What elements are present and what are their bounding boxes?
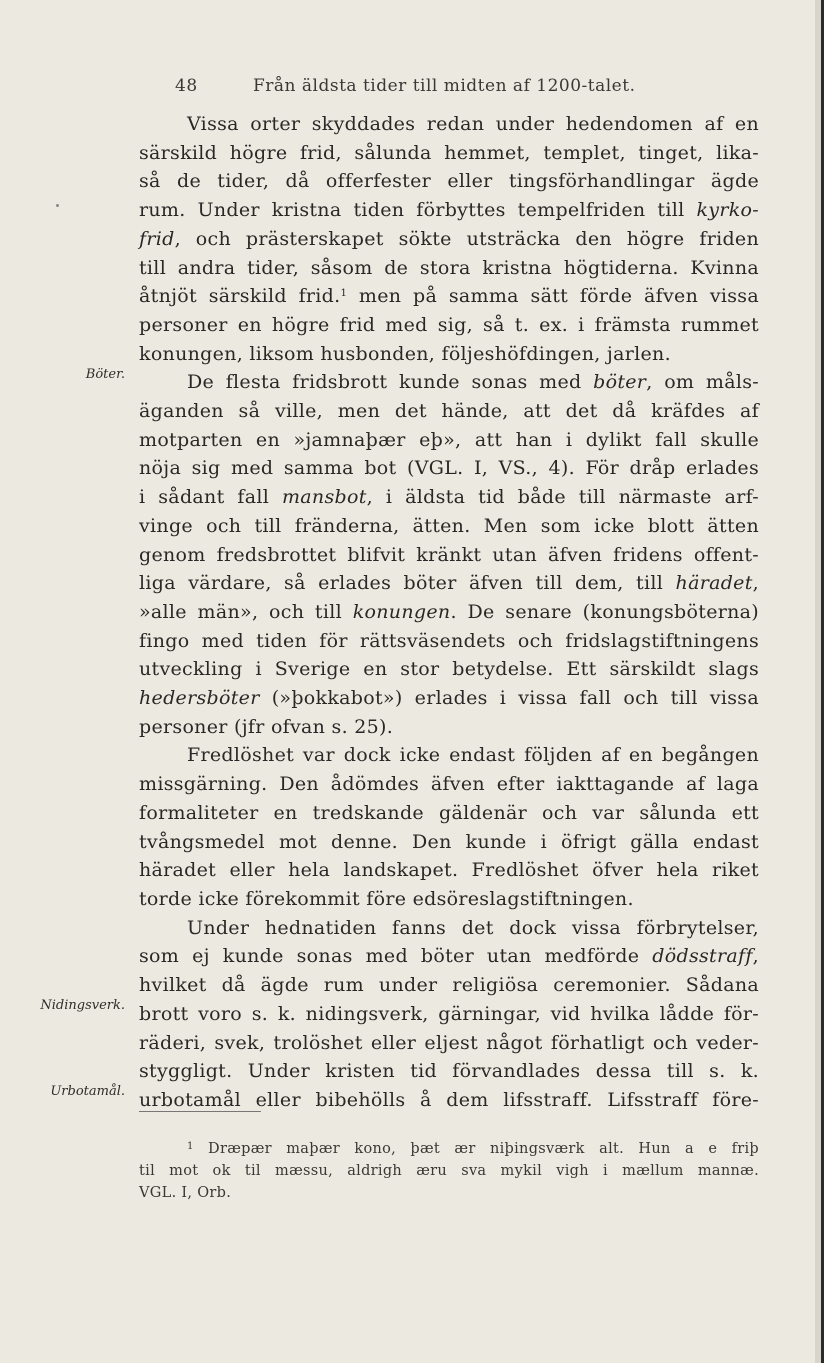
text-line [139, 196, 759, 225]
text-line: särskild högre frid, sålunda hemmet, templet, tinget, lika- [139, 141, 759, 164]
text-span: som ej kunde sonas med böter utan medförde [139, 945, 653, 968]
footnote-ref: 1 [340, 288, 348, 300]
text-span: , i äldsta tid både till närmaste arf- [366, 486, 759, 509]
footnote-marker: 1 [187, 1141, 194, 1152]
text-span: men på samma sätt förde äfven vissa [347, 285, 759, 308]
text-line: personer (jfr ofvan s. 25). [139, 715, 394, 738]
text-line: genom fredsbrottet blifvit kränkt utan äfven fridens offent- [139, 543, 759, 566]
margin-note-urbotamal: Urbotamål. [50, 1084, 125, 1099]
text-span: , [752, 945, 759, 968]
italic-term: frid [139, 227, 175, 250]
italic-term: konungen [352, 600, 451, 623]
text-line: hvilket då ägde rum under religiösa ceremonier. Sådana [139, 974, 759, 997]
text-line: brott voro s. k. nidingsverk, gärningar, vid hvilka lådde för- [139, 1002, 759, 1025]
text-span: åtnjöt särskild frid. [139, 285, 341, 308]
italic-term: kyrko- [696, 199, 759, 222]
text-line [139, 225, 759, 254]
italic-term: hedersböter [139, 687, 260, 710]
text-span: , och prästerskapet sökte utsträcka den högre friden [174, 227, 759, 250]
footnote-line: til mot ok til mæssu, aldrigh æru sva mykil vigh i mællum mannæ. [139, 1163, 759, 1179]
text-line [139, 942, 759, 971]
footnote [139, 1138, 759, 1204]
text-span: (»þokkabot») erlades i vissa fall och till vissa [259, 687, 759, 710]
text-line: fingo med tiden för rättsväsendets och fridslagstiftningens [139, 629, 759, 652]
text-line: utveckling i Sverige en stor betydelse. Ett särskildt slags [139, 658, 759, 681]
text-line: Vissa orter skyddades redan under hedendomen af en [187, 113, 759, 135]
text-span: , [752, 572, 759, 595]
footnote-divider [139, 1111, 261, 1112]
text-span: , om måls- [646, 371, 759, 394]
italic-term: mansbot [281, 486, 367, 509]
text-line: konungen, liksom husbonden, följeshöfdingen, jarlen. [139, 342, 671, 365]
text-span: De flesta fridsbrott kunde sonas med [187, 371, 594, 394]
text-line: så de tider, då offerfester eller tingsförhandlingar ägde [139, 170, 759, 193]
margin-note-nidingsverk: Nidingsverk. [40, 998, 125, 1013]
text-line: vinge och till fränderna, ätten. Men som icke blott ätten [139, 514, 759, 537]
text-line: tvångsmedel mot denne. Den kunde i öfrigt gälla endast [139, 830, 759, 853]
text-span: rum. Under kristna tiden förbyttes tempelfriden till [139, 199, 697, 222]
text-span: i sådant fall [139, 486, 282, 509]
italic-term: böter [593, 371, 647, 394]
margin-note-boter: Böter. [85, 367, 125, 382]
body-text [139, 110, 759, 1115]
text-span: »alle män», och till [139, 600, 353, 623]
italic-term: häradet [675, 572, 753, 595]
text-line: styggligt. Under kristen tid förvandlades dessa till s. k. [139, 1060, 759, 1083]
text-line: personer en högre frid med sig, så t. ex. i främsta rummet [139, 313, 759, 336]
text-line: Fredlöshet var dock icke endast följden af en begången [187, 744, 759, 767]
running-title: Från äldsta tider till midten af 1200-talet. [253, 76, 636, 96]
text-line [139, 598, 759, 627]
text-span: . De senare (konungsböterna) [450, 600, 759, 623]
text-line: häradet eller hela landskapet. Fredlöshet öfver hela riket [139, 859, 759, 882]
text-line: urbotamål eller bibehölls å dem lifsstraff. Lifsstraff före- [139, 1088, 759, 1111]
text-line [139, 569, 759, 598]
text-line: nöja sig med samma bot (VGL. I, VS., 4). För dråp erlades [139, 457, 759, 480]
page-number: 48 [175, 76, 198, 96]
text-line [139, 684, 759, 713]
paper-speck [56, 204, 59, 207]
text-line: torde icke förekommit före edsöreslagstiftningen. [139, 887, 634, 910]
text-span: Dræpær maþær kono, þæt ær niþingsværk alt. Hun a e friþ [208, 1141, 759, 1157]
footnote-line: VGL. I, Orb. [139, 1185, 232, 1201]
text-line: Under hednatiden fanns det dock vissa förbrytelser, [187, 916, 759, 939]
text-line: äganden så ville, men det hände, att det då kräfdes af [139, 400, 759, 423]
running-header [175, 76, 735, 96]
text-line: formaliteter en tredskande gäldenär och var sålunda ett [139, 801, 759, 824]
text-line [139, 368, 759, 397]
text-line [139, 282, 759, 311]
italic-term: dödsstraff [652, 945, 753, 968]
text-line [139, 483, 759, 512]
text-line: räderi, svek, trolöshet eller eljest något förhatligt och veder- [139, 1031, 759, 1054]
text-line: missgärning. Den ådömdes äfven efter iakttagande af laga [139, 773, 759, 796]
text-line: till andra tider, såsom de stora kristna högtiderna. Kvinna [139, 256, 759, 279]
footnote-line [139, 1138, 759, 1160]
text-line: motparten en »jamnaþær eþ», att han i dylikt fall skulle [139, 428, 759, 451]
text-span: liga värdare, så erlades böter äfven till dem, till [139, 572, 676, 595]
